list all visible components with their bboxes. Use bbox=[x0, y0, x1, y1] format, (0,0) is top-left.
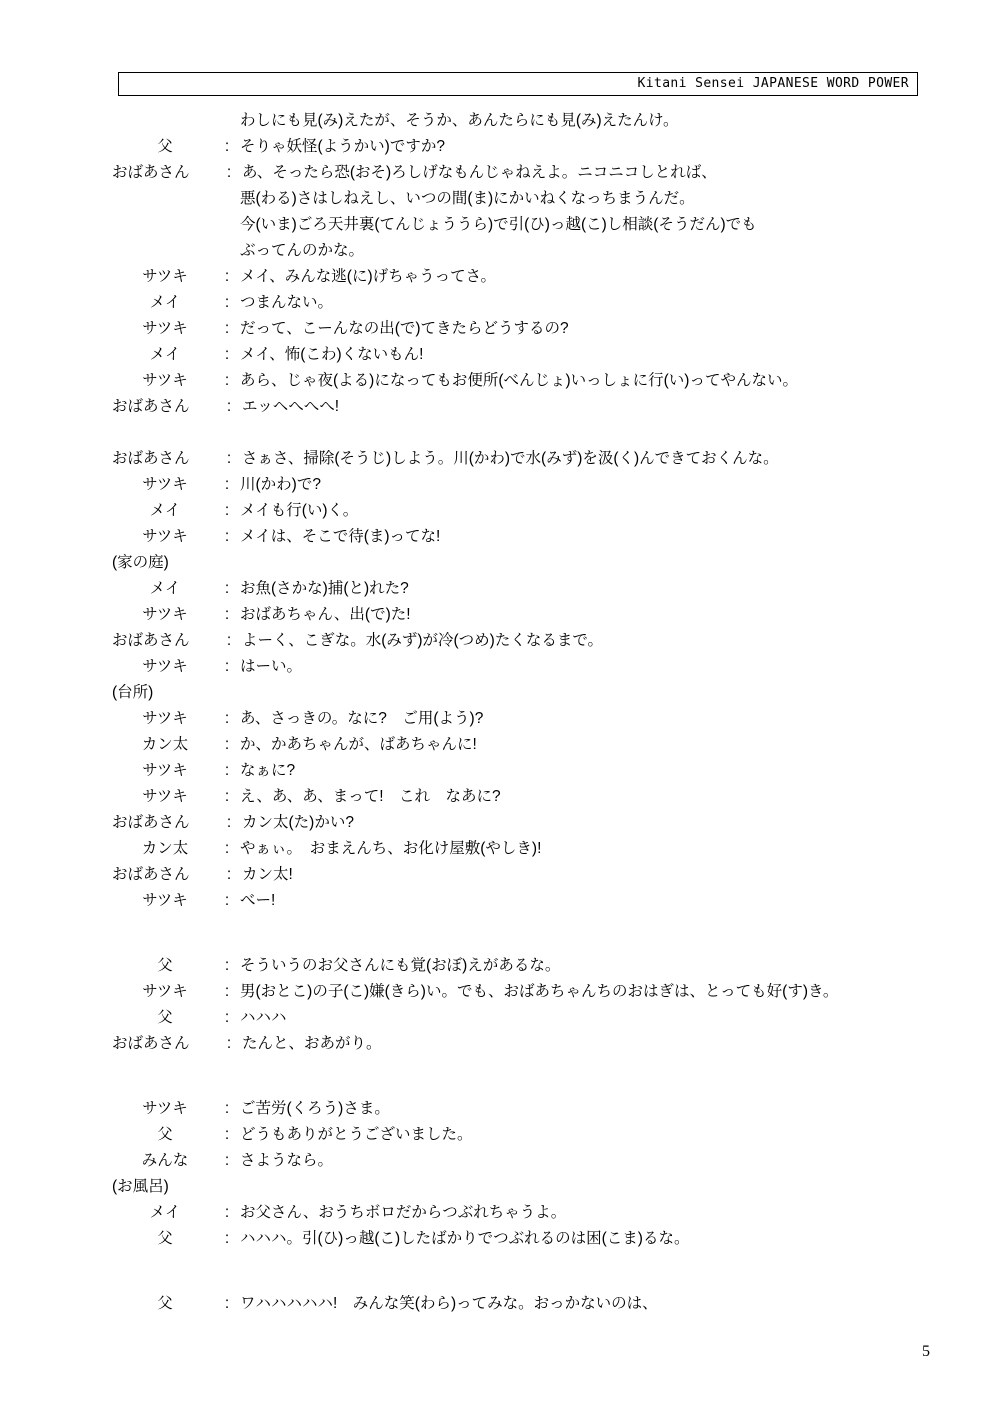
dialogue-line bbox=[110, 342, 930, 368]
dialogue-text: さぁさ、掃除(そうじ)しよう。川(かわ)で水(みず)を汲(く)んできておくんな。 bbox=[242, 450, 779, 467]
dialogue-text: なぁに? bbox=[240, 762, 296, 779]
speaker-label: 父 bbox=[157, 1126, 173, 1143]
speaker-colon: : bbox=[226, 632, 232, 649]
speaker-colon: : bbox=[224, 528, 230, 545]
speaker-label: サツキ bbox=[142, 1100, 188, 1117]
dialogue-text: 川(かわ)で? bbox=[240, 476, 321, 493]
dialogue-text: どうもありがとうございました。 bbox=[240, 1126, 473, 1143]
speaker-colon: : bbox=[224, 320, 230, 337]
dialogue-line bbox=[110, 1200, 930, 1226]
speaker-label: メイ bbox=[149, 1204, 181, 1221]
dialogue-line bbox=[110, 1291, 930, 1317]
dialogue-text: おばあちゃん、出(で)た! bbox=[240, 606, 411, 623]
dialogue-line bbox=[110, 758, 930, 784]
speaker-label: おばあさん bbox=[112, 164, 190, 181]
dialogue-line bbox=[110, 134, 930, 160]
speaker-colon: : bbox=[224, 957, 230, 974]
dialogue-text: カン太! bbox=[242, 866, 293, 883]
dialogue-text: お父さん、おうちボロだからつぶれちゃうよ。 bbox=[240, 1204, 567, 1221]
dialogue-line bbox=[110, 1031, 930, 1057]
speaker-colon: : bbox=[224, 710, 230, 727]
dialogue-text: メイも行(い)く。 bbox=[240, 502, 359, 519]
dialogue-text: メイ、怖(こわ)くないもん! bbox=[240, 346, 424, 363]
dialogue-line bbox=[110, 862, 930, 888]
dialogue-line bbox=[110, 1226, 930, 1252]
speaker-label: カン太 bbox=[141, 736, 189, 753]
speaker-label: 父 bbox=[157, 1009, 173, 1026]
dialogue-line bbox=[110, 368, 930, 394]
speaker-colon: : bbox=[224, 840, 230, 857]
speaker-colon: : bbox=[226, 866, 232, 883]
speaker-label: サツキ bbox=[142, 372, 188, 389]
speaker-label: サツキ bbox=[142, 983, 188, 1000]
dialogue-text: そりゃ妖怪(ようかい)ですか? bbox=[240, 138, 445, 155]
speaker-colon: : bbox=[224, 580, 230, 597]
dialogue-line bbox=[110, 316, 930, 342]
dialogue-line bbox=[110, 732, 930, 758]
dialogue-line bbox=[110, 498, 930, 524]
dialogue-line bbox=[110, 160, 930, 186]
speaker-label: 父 bbox=[157, 1295, 173, 1312]
speaker-colon: : bbox=[224, 892, 230, 909]
header-title: Kitani Sensei JAPANESE WORD POWER bbox=[637, 76, 909, 91]
dialogue-line bbox=[110, 836, 930, 862]
dialogue-line bbox=[110, 602, 930, 628]
dialogue-line bbox=[110, 888, 930, 914]
speaker-colon: : bbox=[224, 268, 230, 285]
dialogue-text: か、かあちゃんが、ばあちゃんに! bbox=[240, 736, 477, 753]
speaker-colon: : bbox=[226, 1035, 232, 1052]
dialogue-text: ワハハハハハ! みんな笑(わら)ってみな。おっかないのは、 bbox=[240, 1295, 658, 1312]
speaker-label: サツキ bbox=[142, 476, 188, 493]
dialogue-text: あ、さっきの。なに? ご用(よう)? bbox=[240, 710, 484, 727]
speaker-colon: : bbox=[226, 398, 232, 415]
dialogue-line bbox=[110, 1148, 930, 1174]
speaker-colon: : bbox=[224, 502, 230, 519]
dialogue-line bbox=[110, 628, 930, 654]
dialogue-text: はーい。 bbox=[240, 658, 303, 675]
speaker-label: サツキ bbox=[142, 528, 188, 545]
paragraph-gap bbox=[110, 420, 930, 446]
speaker-colon: : bbox=[224, 606, 230, 623]
dialogue-line bbox=[110, 953, 930, 979]
dialogue-text: エッヘへへへ! bbox=[242, 398, 339, 415]
dialogue-line bbox=[110, 186, 930, 212]
dialogue-line bbox=[110, 576, 930, 602]
dialogue-line bbox=[110, 706, 930, 732]
dialogue-text: 悪(わる)さはしねえし、いつの間(ま)にかいねくなっちまうんだ。 bbox=[240, 190, 695, 207]
speaker-label: メイ bbox=[149, 294, 181, 311]
dialogue-text: あら、じゃ夜(よる)になってもお便所(べんじょ)いっしょに行(い)ってやんない。 bbox=[240, 372, 798, 389]
speaker-colon: : bbox=[224, 372, 230, 389]
dialogue-line bbox=[110, 446, 930, 472]
paragraph-gap bbox=[110, 1252, 930, 1278]
speaker-label: メイ bbox=[149, 502, 181, 519]
speaker-label: おばあさん bbox=[112, 866, 190, 883]
speaker-colon: : bbox=[224, 788, 230, 805]
dialogue-text: たんと、おあがり。 bbox=[242, 1035, 382, 1052]
speaker-colon: : bbox=[224, 476, 230, 493]
speaker-label: 父 bbox=[157, 1230, 173, 1247]
dialogue-line bbox=[110, 654, 930, 680]
dialogue-line bbox=[110, 1005, 930, 1031]
speaker-colon: : bbox=[224, 1100, 230, 1117]
dialogue-text: 今(いま)ごろ天井裏(てんじょううら)で引(ひ)っ越(こ)し相談(そうだん)でも bbox=[240, 216, 757, 233]
dialogue-text: わしにも見(み)えたが、そうか、あんたらにも見(み)えたんけ。 bbox=[240, 112, 679, 129]
speaker-label: みんな bbox=[141, 1152, 189, 1169]
speaker-label: おばあさん bbox=[112, 398, 190, 415]
dialogue-text: さようなら。 bbox=[240, 1152, 334, 1169]
dialogue-line bbox=[110, 524, 930, 550]
speaker-colon: : bbox=[224, 762, 230, 779]
speaker-label: サツキ bbox=[142, 320, 188, 337]
speaker-colon: : bbox=[224, 658, 230, 675]
speaker-colon: : bbox=[224, 1126, 230, 1143]
paragraph-gap-small bbox=[110, 1278, 930, 1291]
speaker-label: おばあさん bbox=[112, 632, 190, 649]
dialogue-text: やぁぃ。 おまえんち、お化け屋敷(やしき)! bbox=[240, 840, 542, 857]
dialogue-text: え、あ、あ、まって! これ なあに? bbox=[240, 788, 501, 805]
dialogue-text: そういうのお父さんにも覚(おぼ)えがあるな。 bbox=[240, 957, 561, 974]
speaker-label: サツキ bbox=[142, 606, 188, 623]
dialogue-line bbox=[110, 1122, 930, 1148]
dialogue-text: ぶってんのかな。 bbox=[240, 242, 365, 259]
header-banner bbox=[118, 72, 918, 96]
speaker-colon: : bbox=[224, 1295, 230, 1312]
speaker-label: おばあさん bbox=[112, 814, 190, 831]
speaker-label: サツキ bbox=[142, 268, 188, 285]
dialogue-text: カン太(た)かい? bbox=[242, 814, 354, 831]
page-number: 5 bbox=[922, 1343, 930, 1360]
dialogue-line bbox=[110, 784, 930, 810]
speaker-label: メイ bbox=[149, 346, 181, 363]
speaker-colon: : bbox=[224, 983, 230, 1000]
speaker-label: サツキ bbox=[142, 762, 188, 779]
dialogue-text: あ、そったら恐(おそ)ろしげなもんじゃねえよ。ニコニコしとれば、 bbox=[242, 164, 717, 181]
dialogue-line bbox=[110, 810, 930, 836]
speaker-colon: : bbox=[226, 450, 232, 467]
dialogue-line bbox=[110, 394, 930, 420]
scene-heading: (お風呂) bbox=[112, 1178, 169, 1195]
speaker-colon: : bbox=[224, 294, 230, 311]
dialogue-text: 男(おとこ)の子(こ)嫌(きら)い。でも、おばあちゃんちのおはぎは、とっても好(す)き。 bbox=[240, 983, 839, 1000]
scene-heading: (台所) bbox=[112, 684, 154, 701]
dialogue-text: メイは、そこで待(ま)ってな! bbox=[240, 528, 441, 545]
script-body bbox=[110, 108, 930, 1317]
speaker-colon: : bbox=[224, 736, 230, 753]
paragraph-gap bbox=[110, 914, 930, 940]
speaker-colon: : bbox=[224, 1230, 230, 1247]
speaker-label: メイ bbox=[149, 580, 181, 597]
dialogue-text: ハハハ bbox=[240, 1009, 287, 1026]
dialogue-line bbox=[110, 472, 930, 498]
paragraph-gap-small bbox=[110, 940, 930, 953]
speaker-colon: : bbox=[226, 164, 232, 181]
dialogue-line bbox=[110, 1096, 930, 1122]
speaker-label: カン太 bbox=[141, 840, 189, 857]
dialogue-text: だって、こーんなの出(で)てきたらどうするの? bbox=[240, 320, 569, 337]
dialogue-line bbox=[110, 979, 930, 1005]
dialogue-line bbox=[110, 290, 930, 316]
speaker-colon: : bbox=[224, 1009, 230, 1026]
speaker-label: おばあさん bbox=[112, 450, 190, 467]
paragraph-gap-small bbox=[110, 1083, 930, 1096]
speaker-label: サツキ bbox=[142, 658, 188, 675]
speaker-colon: : bbox=[226, 814, 232, 831]
speaker-colon: : bbox=[224, 138, 230, 155]
speaker-colon: : bbox=[224, 346, 230, 363]
speaker-label: サツキ bbox=[142, 892, 188, 909]
paragraph-gap bbox=[110, 1057, 930, 1083]
speaker-colon: : bbox=[224, 1152, 230, 1169]
speaker-label: サツキ bbox=[142, 788, 188, 805]
dialogue-text: ハハハ。引(ひ)っ越(こ)したばかりでつぶれるのは困(こま)るな。 bbox=[240, 1230, 690, 1247]
speaker-label: おばあさん bbox=[112, 1035, 190, 1052]
dialogue-line bbox=[110, 108, 930, 134]
dialogue-text: よーく、こぎな。水(みず)が冷(つめ)たくなるまで。 bbox=[242, 632, 604, 649]
dialogue-line bbox=[110, 212, 930, 238]
speaker-label: サツキ bbox=[142, 710, 188, 727]
dialogue-text: べー! bbox=[240, 892, 276, 909]
dialogue-line bbox=[110, 238, 930, 264]
speaker-colon: : bbox=[224, 1204, 230, 1221]
dialogue-line bbox=[110, 264, 930, 290]
speaker-label: 父 bbox=[157, 138, 173, 155]
dialogue-text: ご苦労(くろう)さま。 bbox=[240, 1100, 390, 1117]
dialogue-text: メイ、みんな逃(に)げちゃうってさ。 bbox=[240, 268, 496, 285]
speaker-label: 父 bbox=[157, 957, 173, 974]
dialogue-text: お魚(さかな)捕(と)れた? bbox=[240, 580, 409, 597]
dialogue-text: つまんない。 bbox=[240, 294, 334, 311]
scene-heading: (家の庭) bbox=[112, 554, 169, 571]
